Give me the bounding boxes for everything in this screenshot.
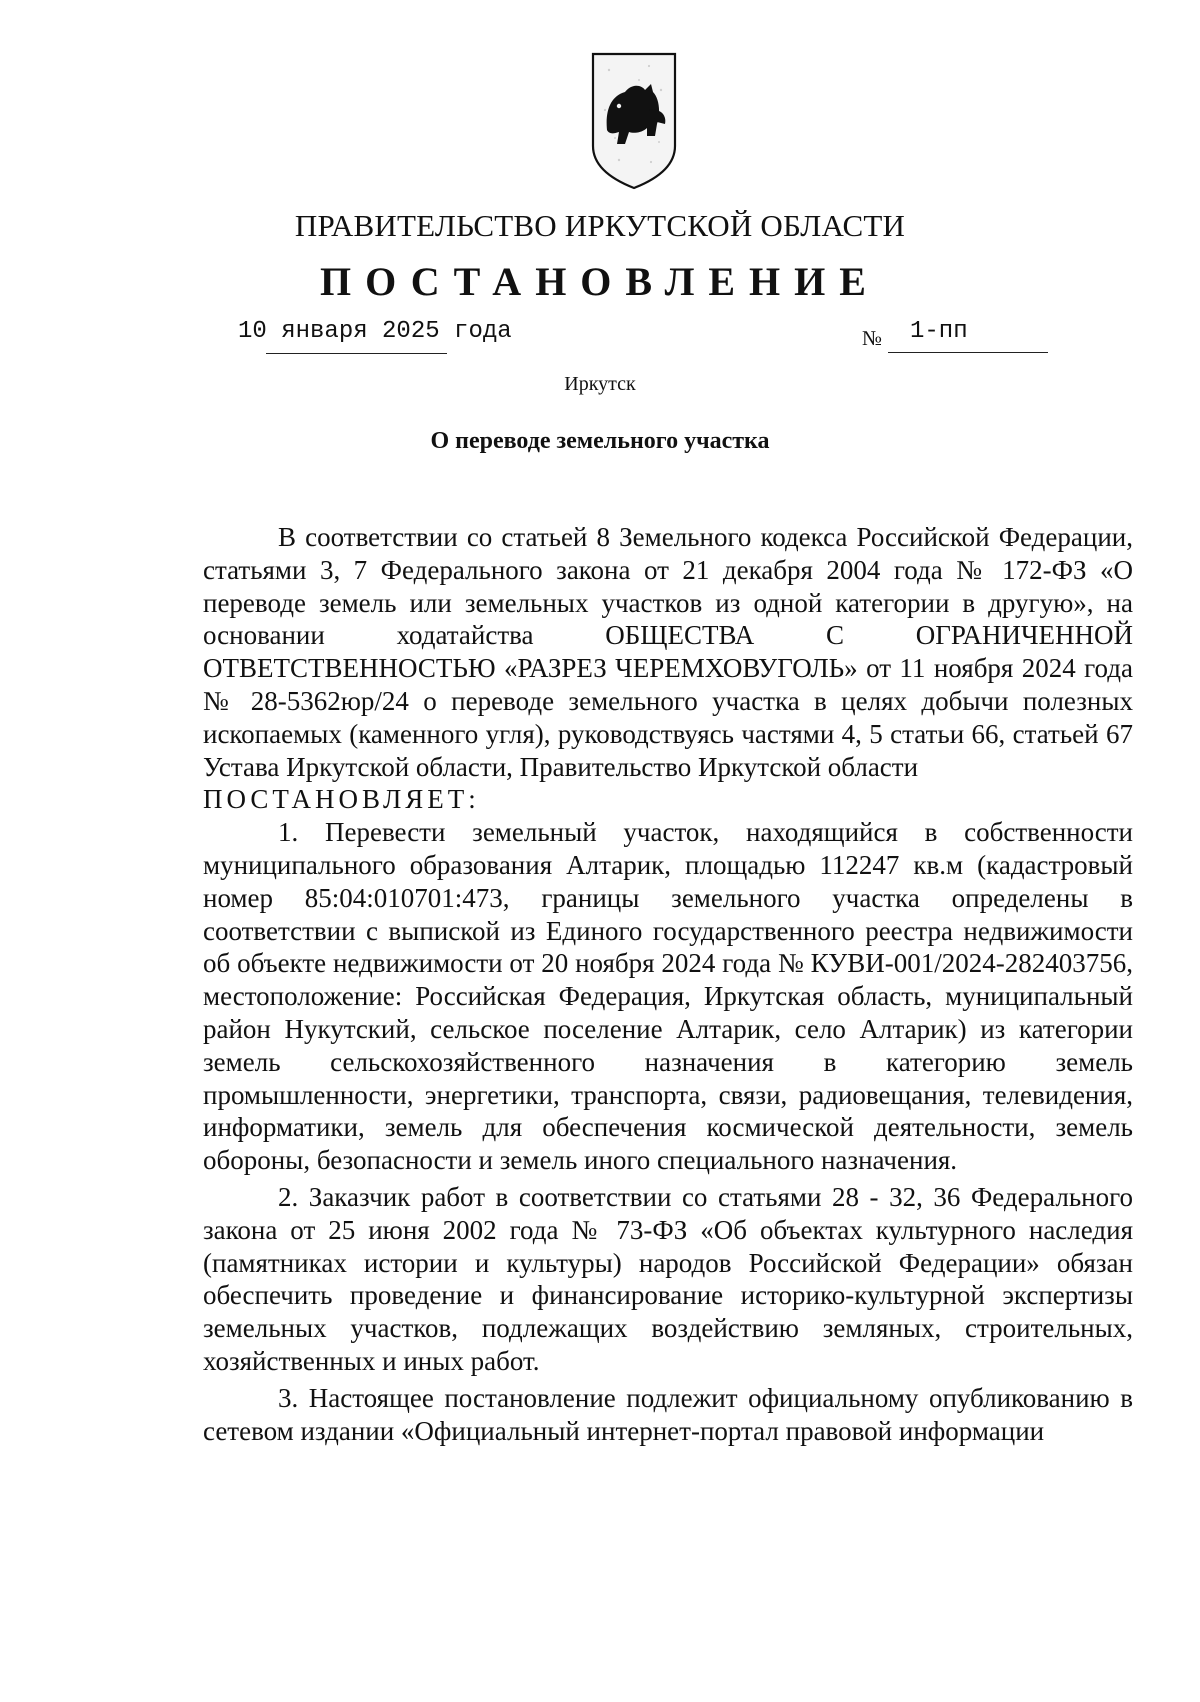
document-date: 10 января 2025 года — [238, 318, 512, 345]
irkutsk-coat-of-arms-icon — [589, 50, 679, 192]
date-underline — [266, 353, 447, 354]
item-paragraph-3: 3. Настоящее постановление подлежит официальному опубликованию в сетевом издании «Официальный интернет-портал правовой информации — [203, 1382, 1133, 1446]
organization-title: ПРАВИТЕЛЬСТВО ИРКУТСКОЙ ОБЛАСТИ — [294, 208, 906, 243]
document-body — [203, 521, 1133, 1447]
item-paragraph-1: 1. Перевести земельный участок, находящийся в собственности муниципального образования Алтарик, площадью 112247 кв.м (кадастровый номер 85:04:010701:473, границы земельного участка определены в соответствии с выпиской из Единого государственного реестра недвижимости об объекте недвижимости от 20 ноября 2024 года № КУВИ-001/2024-282403756, местоположение: Российская Федерация, Иркутская область, муниципальный район Нукутский, сельское поселение Алтарик, село Алтарик) из категории земель сельскохозяйственного назначения в категорию земель промышленности, энергетики, транспорта, связи, радиовещания, телевидения, информатики, земель для обеспечения космической деятельности, земель обороны, безопасности и земель иного специального назначения. — [203, 817, 1133, 1176]
item-paragraph-2: 2. Заказчик работ в соответствии со статьями 28 - 32, 36 Федерального закона от 25 июня 2002 года № 73-ФЗ «Об объектах культурного наследия (памятниках истории и культуры) народов Российской Федерации» обязан обеспечить проведение и финансирование историко-культурной экспертизы земельных участков, подлежащих воздействию земляных, строительных, хозяйственных и иных работ. — [203, 1181, 1133, 1376]
preamble-paragraph: В соответствии со статьей 8 Земельного кодекса Российской Федерации, статьями 3, 7 Федерального закона от 21 декабря 2004 года № 172-ФЗ «О переводе земель или земельных участков из одной категории в другую», на основании ходатайства ОБЩЕСТВА С ОГРАНИЧЕННОЙ ОТВЕТСТВЕННОСТЬЮ «РАЗРЕЗ ЧЕРЕМХОВУГОЛЬ» от 11 ноября 2024 года № 28-5362юр/24 о переводе земельного участка в целях добычи полезных ископаемых (каменного угля), руководствуясь частями 4, 5 статьи 66, статьей 67 Устава Иркутской области, Правительство Иркутской области — [203, 522, 1133, 782]
number-sign: № — [862, 326, 883, 350]
number-underline — [888, 352, 1048, 353]
document-number: 1-пп — [910, 318, 968, 345]
decree-word: ПОСТАНОВЛЯЕТ: — [203, 784, 480, 815]
document-type-title: ПОСТАНОВЛЕНИЕ — [320, 259, 880, 304]
document-city: Иркутск — [564, 373, 636, 395]
document-subject: О переводе земельного участка — [430, 428, 770, 454]
